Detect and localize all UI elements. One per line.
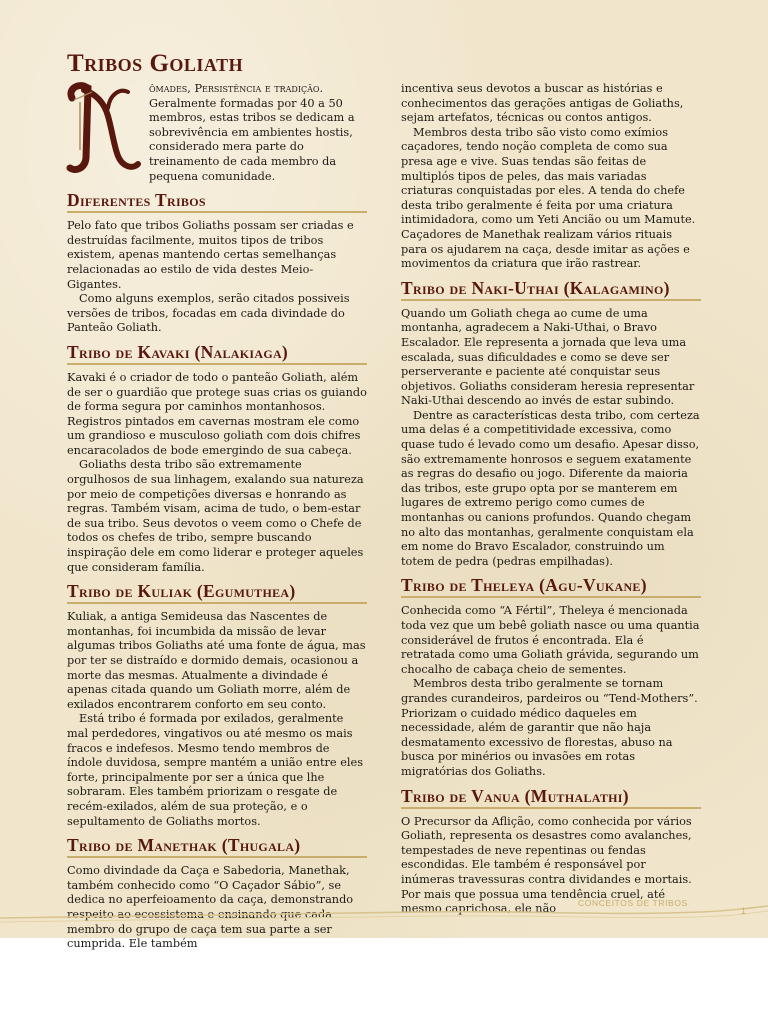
paragraph: Pelo fato que tribos Goliaths possam ser criadas e destruídas facilmente, muitos tipos de tribos existem, apenas mantendo certas semelhanças relacionadas ao estilo de vida destes Meio-Gigantes.	[67, 219, 354, 291]
intro-lead: ômades, Persistência e tradição.	[149, 82, 324, 95]
section-heading-vanua: Tribo de Vanua (Muthalathi)	[401, 787, 701, 809]
section-heading-manethak: Tribo de Manethak (Thugala)	[67, 836, 367, 858]
section-heading-naki-uthai: Tribo de Naki-Uthai (Kalagamino)	[401, 279, 701, 301]
page-title: Tribos Goliath	[67, 50, 244, 77]
paragraph: Conhecida como “A Fértil”, Theleya é mencionada toda vez que um bebê goliath nasce ou uma quantia considerável de frutos é encontrada. Ela é retratada como uma Goliath grávida, segurando um chocalho de cabaça cheio de sementes.	[401, 604, 700, 676]
paragraph: Membros desta tribo geralmente se tornam grandes curandeiros, pardeiros ou “Tend-Mothers”. Priorizam o cuidado médico daqueles em necessidade, além de garantir que não haja desmatamento excessivo de florestas, abuso na busca por minérios ou invasões em rotas migratórias dos Goliaths.	[401, 677, 698, 778]
paragraph: Quando um Goliath chega ao cume de uma montanha, agradecem a Naki-Uthai, o Bravo Escalador. Ele representa a jornada que leva uma escalada, suas dificuldades e como se deve ser perserverante e paciente até conquistar seus objetivos. Goliaths consideram heresia representar Naki-Uthai descendo ao invés de estar subindo.	[401, 306, 695, 408]
section-heading-theleya: Tribo de Theleya (Agu-Vukane)	[401, 576, 701, 598]
intro-body: Geralmente formadas por 40 a 50 membros, estas tribos se dedicam a sobrevivência em ambientes hostis, considerado mera parte do treinamento de cada membro da pequena comunidade.	[149, 96, 355, 183]
dropcap-letter-n-icon	[62, 80, 144, 176]
paragraph: incentiva seus devotos a buscar as histórias e conhecimentos das gerações antigas de Goliaths, sejam artefatos, técnicas ou contos antigos.	[401, 82, 684, 125]
paragraph: Kavaki é o criador de todo o panteão Goliath, além de ser o guardião que protege suas crias os guiando de forma segura por caminhos montanhosos. Registros pintados em cavernas mostram ele como um grandioso e musculoso goliath com dois chifres encaracolados de bode emergindo de sua cabeça.	[67, 370, 367, 457]
paragraph: O Precursor da Aflição, como conhecida por vários Goliath, representa os desastres como avalanches, tempestades de neve repentinas ou fendas escondidas. Ele também é responsável por inúmeras travessuras contra dividandes e mortais. Por mais que possua uma tendência cruel, até mesmo caprichosa, ele não	[401, 814, 692, 916]
paragraph: Como alguns exemplos, serão citados possiveis versões de tribos, focadas em cada divindade do Panteão Goliath.	[67, 292, 350, 335]
paragraph: Dentre as características desta tribo, com certeza uma delas é a competitividade excessiva, como quase tudo é levado como um desafio. Apesar disso, são extremamente honrosos e seguem exatamente as regras do desafio ou jogo. Diferente da maioria das tribos, este grupo opta por se manterem em lugares de extremo perigo como cumes de montanhas ou canions profundos. Quando chegam no alto das montanhas, geralmente conquistam ela em nome do Bravo Escalador, construindo um totem de pedra (pedras empilhadas).	[401, 408, 700, 568]
paragraph: Goliaths desta tribo são extremamente orgulhosos de sua linhagem, exalando sua natureza por meio de competições diversas e honrando as regras. Também visam, acima de tudo, o bem-estar de sua tribo. Seus devotos o veem como o Chefe de todos os chefes de tribo, sempre buscando inspiração dele em como liderar e proteger aqueles que consideram família.	[67, 458, 364, 574]
left-column	[67, 50, 367, 952]
paragraph: Kuliak, a antiga Semideusa das Nascentes de montanhas, foi incumbida da missão de levar algumas tribos Goliaths até uma fonte de água, mas por ter se distraído e dormido demais, ocasionou a morte das mesmas. Atualmente a divindade é apenas citada quando um Goliath morre, além de exilados encontrarem conforto em seu conto.	[67, 610, 366, 711]
section-heading-diferentes-tribos: Diferentes Tribos	[67, 191, 367, 213]
intro-text	[149, 82, 367, 184]
paragraph: Como divindade da Caça e Sabedoria, Manethak, também conhecido como “O Caçador Sábio”, se dedica no aperfeioamento da caça, demonstrando respeito ao ecossistema e ensinando que cada membro do grupo de caça tem sua parte a ser cumprida. Ele também	[67, 864, 354, 951]
section-heading-kuliak: Tribo de Kuliak (Egumuthea)	[67, 582, 367, 604]
footer-label: CONCEITOS DE TRIBOS	[578, 898, 688, 908]
right-column	[401, 82, 701, 917]
paragraph: Está tribo é formada por exilados, geralmente mal perdedores, vingativos ou até mesmo os mais fracos e indefesos. Mesmo tendo membros de índole duvidosa, sempre mantém a união entre eles forte, principalmente por ser a única que lhe sobraram. Eles também priorizam o resgate de recém-exilados, além de sua proteção, e o sepultamento de Goliaths mortos.	[67, 712, 363, 828]
paragraph: Membros desta tribo são visto como exímios caçadores, tendo noção completa de como sua presa age e vive. Suas tendas são feitas de multiplós tipos de peles, das mais variadas criaturas conquistadas por eles. A tenda do chefe desta tribo geralmente é feita por uma criatura intimidadora, como um Yeti Ancião ou um Mamute. Caçadores de Manethak realizam vários rituais para os ajudarem na caça, desde imitar as ações e movimentos da criatura que irão rastrear.	[401, 125, 696, 271]
section-heading-kavaki: Tribo de Kavaki (Nalakiaga)	[67, 343, 367, 365]
page-number: 1	[741, 906, 747, 916]
intro-block	[67, 82, 367, 184]
